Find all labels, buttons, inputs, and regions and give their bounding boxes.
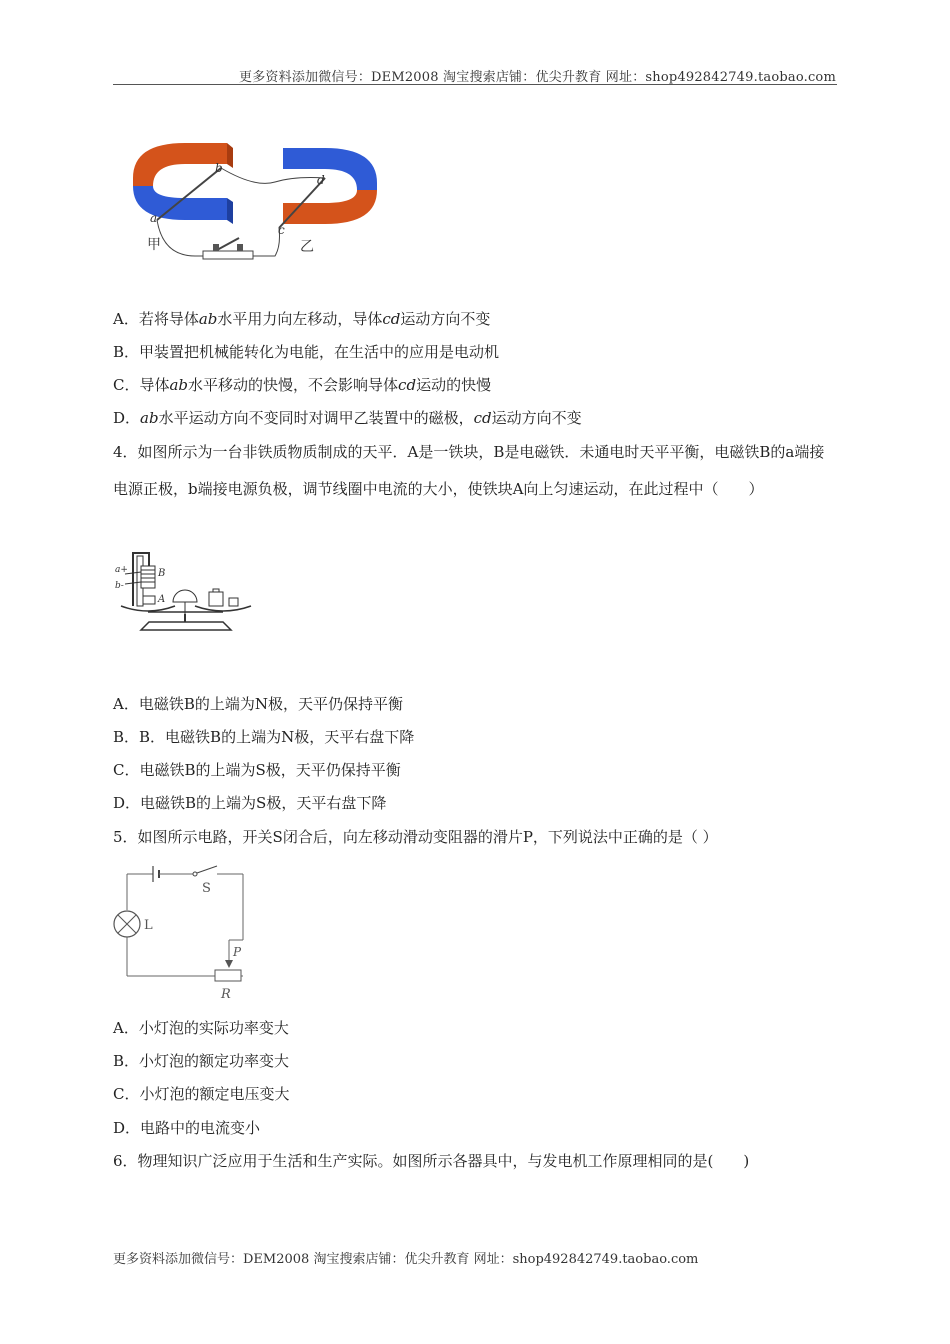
balance-electromagnet-figure — [113, 548, 258, 638]
label-jia: 甲 — [147, 237, 161, 253]
q5-option-b: B．小灯泡的额定功率变大 — [113, 1052, 290, 1070]
label-yi: 乙 — [300, 239, 314, 255]
magnet-experiment-figure — [125, 138, 385, 263]
label-a: a — [150, 211, 158, 225]
q3-option-b: B．甲装置把机械能转化为电能，在生活中的应用是电动机 — [113, 343, 500, 361]
q4-option-a: A．电磁铁B的上端为N极，天平仍保持平衡 — [113, 695, 403, 713]
label-R: R — [221, 987, 231, 1002]
label-L: L — [144, 918, 153, 933]
knife-switch-base — [203, 251, 253, 259]
q6-stem: 6．物理知识广泛应用于生活和生产实际。如图所示各器具中，与发电机工作原理相同的是( ) — [113, 1152, 750, 1170]
label-b-minus: b- — [115, 581, 124, 591]
q5-stem: 5．如图所示电路，开关S闭合后，向左移动滑动变阻器的滑片P，下列说法中正确的是（ ） — [113, 828, 718, 846]
weight-large — [209, 592, 223, 606]
electromagnet-coil — [141, 566, 155, 588]
header-divider — [113, 84, 837, 85]
q4-stem: 4．如图所示为一台非铁质物质制成的天平．A是一铁块，B是电磁铁．未通电时天平平衡，电磁铁B的a端接电源正极，b端接电源负极，调节线圈中电流的大小，使铁块A向上匀速运动，在此过程中（ ） — [113, 443, 825, 498]
label-b: b — [215, 161, 223, 175]
q5-option-d: D．电路中的电流变小 — [113, 1119, 261, 1137]
balance-dial — [173, 590, 197, 602]
q5-option-c: C．小灯泡的额定电压变大 — [113, 1085, 290, 1103]
weight-small — [229, 598, 238, 606]
left-magnet-red — [133, 143, 227, 186]
q4-option-c: C．电磁铁B的上端为S极，天平仍保持平衡 — [113, 761, 401, 779]
q3-option-c: C．导体ab水平移动的快慢，不会影响导体cd运动的快慢 — [113, 376, 492, 394]
label-c: c — [278, 223, 285, 237]
rheostat-r — [215, 970, 241, 981]
q4-option-d: D．电磁铁B的上端为S极，天平右盘下降 — [113, 794, 387, 812]
left-magnet-blue — [133, 186, 227, 220]
q5-option-a: A．小灯泡的实际功率变大 — [113, 1019, 289, 1037]
right-magnet-blue — [283, 148, 377, 190]
iron-block-a — [143, 596, 155, 604]
label-a-plus: a+ — [115, 565, 128, 575]
switch-s — [197, 866, 217, 873]
label-d: d — [317, 173, 325, 187]
q4-option-b: B．B．电磁铁B的上端为N极，天平右盘下降 — [113, 728, 415, 746]
label-P: P — [233, 945, 242, 959]
page-footer: 更多资料添加微信号：DEM2008 淘宝搜索店铺：优尖升教育 网址：shop492842749.taobao.com — [113, 1252, 699, 1267]
label-A: A — [158, 594, 166, 605]
q3-option-d: D．ab水平运动方向不变同时对调甲乙装置中的磁极，cd运动方向不变 — [113, 409, 582, 427]
q3-option-a: A．若将导体ab水平用力向左移动，导体cd运动方向不变 — [113, 310, 491, 328]
page-header: 更多资料添加微信号：DEM2008 淘宝搜索店铺：优尖升教育 网址：shop492842749.taobao.com — [239, 70, 836, 85]
circuit-figure — [113, 862, 253, 1002]
label-S: S — [202, 881, 211, 896]
label-B: B — [158, 568, 166, 579]
